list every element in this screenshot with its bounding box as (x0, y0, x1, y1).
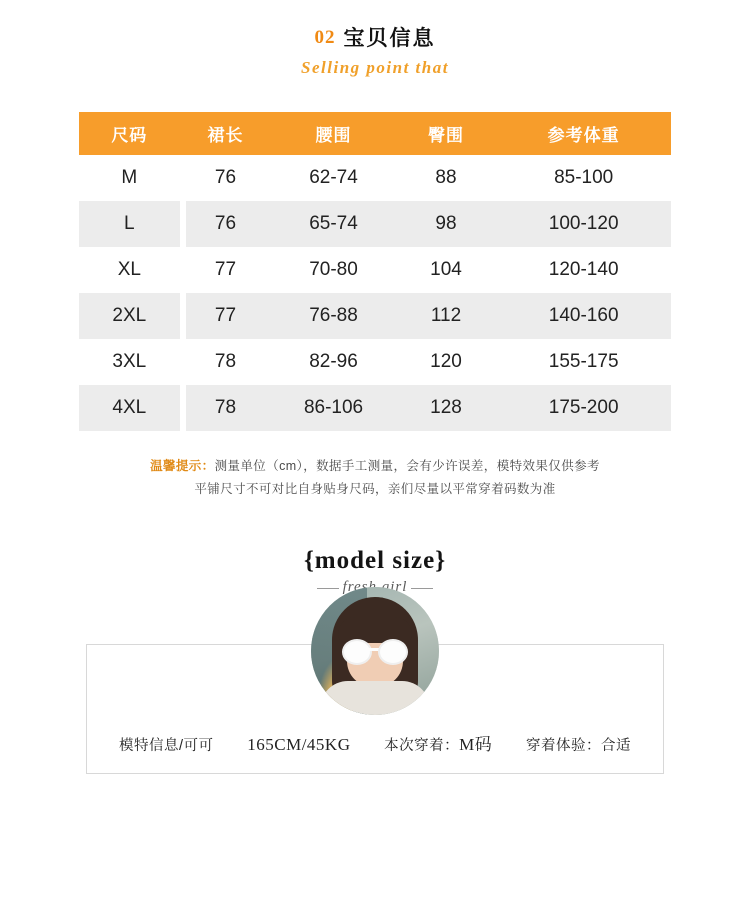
cell-length: 78 (180, 385, 272, 431)
table-row (79, 201, 671, 247)
cell-weight: 100-120 (496, 201, 671, 247)
sunglasses-icon (342, 639, 408, 661)
cell-waist: 82-96 (271, 339, 395, 385)
cell-weight: 155-175 (496, 339, 671, 385)
table-header-row (79, 112, 671, 155)
page-header (0, 0, 750, 78)
cell-size: 4XL (79, 385, 180, 431)
cell-weight: 120-140 (496, 247, 671, 293)
model-size-title: {model size} (303, 547, 447, 575)
table-row (79, 247, 671, 293)
size-table-container (79, 112, 671, 431)
column-header-length: 裙长 (180, 112, 272, 155)
model-name-label: 模特信息/可可 (119, 738, 214, 755)
header-subtitle: Selling point that (301, 58, 449, 77)
cell-hip: 88 (396, 155, 497, 201)
cell-length: 77 (180, 247, 272, 293)
section-number: 02 (314, 27, 336, 48)
wear-label: 本次穿着： (384, 738, 460, 755)
cell-weight: 85-100 (496, 155, 671, 201)
cell-hip: 104 (396, 247, 497, 293)
model-info-card (86, 644, 664, 774)
table-row (79, 339, 671, 385)
size-table (79, 112, 671, 431)
cell-length: 78 (180, 339, 272, 385)
cell-weight: 175-200 (496, 385, 671, 431)
cell-size: L (79, 201, 180, 247)
cell-waist: 76-88 (271, 293, 395, 339)
cell-length: 76 (180, 201, 272, 247)
column-header-size: 尺码 (79, 112, 180, 155)
column-header-hip: 臀围 (396, 112, 497, 155)
model-avatar (311, 587, 439, 715)
cell-waist: 86-106 (271, 385, 395, 431)
wear-size-value: M码 (459, 735, 493, 755)
cell-waist: 70-80 (271, 247, 395, 293)
column-header-waist: 腰围 (271, 112, 395, 155)
cell-size: M (79, 155, 180, 201)
model-info-row (87, 730, 663, 755)
cell-hip: 112 (396, 293, 497, 339)
model-body-stats: 165CM/45KG (247, 735, 351, 755)
cell-size: 2XL (79, 293, 180, 339)
notice-line-1 (75, 455, 675, 478)
cell-hip: 98 (396, 201, 497, 247)
cell-hip: 120 (396, 339, 497, 385)
table-row (79, 155, 671, 201)
sunglasses-left-lens (342, 639, 372, 665)
table-row (79, 293, 671, 339)
notice-line-2: 平铺尺寸不可对比自身贴身尺码，亲们尽量以平常穿着码数为准 (194, 482, 556, 497)
sunglasses-right-lens (378, 639, 408, 665)
size-table-header (79, 112, 671, 155)
cell-waist: 65-74 (271, 201, 395, 247)
notice-text-1: 测量单位（cm），数据手工测量，会有少许误差，模特效果仅供参考 (214, 459, 600, 473)
header-title-row (0, 22, 750, 52)
cell-size: XL (79, 247, 180, 293)
size-table-body (79, 155, 671, 431)
table-row (79, 385, 671, 431)
measurement-notice (75, 455, 675, 501)
model-wear-size (384, 730, 492, 755)
cell-size: 3XL (79, 339, 180, 385)
cell-weight: 140-160 (496, 293, 671, 339)
cell-length: 77 (180, 293, 272, 339)
notice-label: 温馨提示： (150, 459, 215, 473)
cell-hip: 128 (396, 385, 497, 431)
model-body (320, 681, 430, 715)
column-header-weight: 参考体重 (496, 112, 671, 155)
cell-length: 76 (180, 155, 272, 201)
model-wear-experience: 穿着体验：合适 (526, 738, 631, 755)
page-title: 宝贝信息 (343, 27, 436, 50)
cell-waist: 62-74 (271, 155, 395, 201)
